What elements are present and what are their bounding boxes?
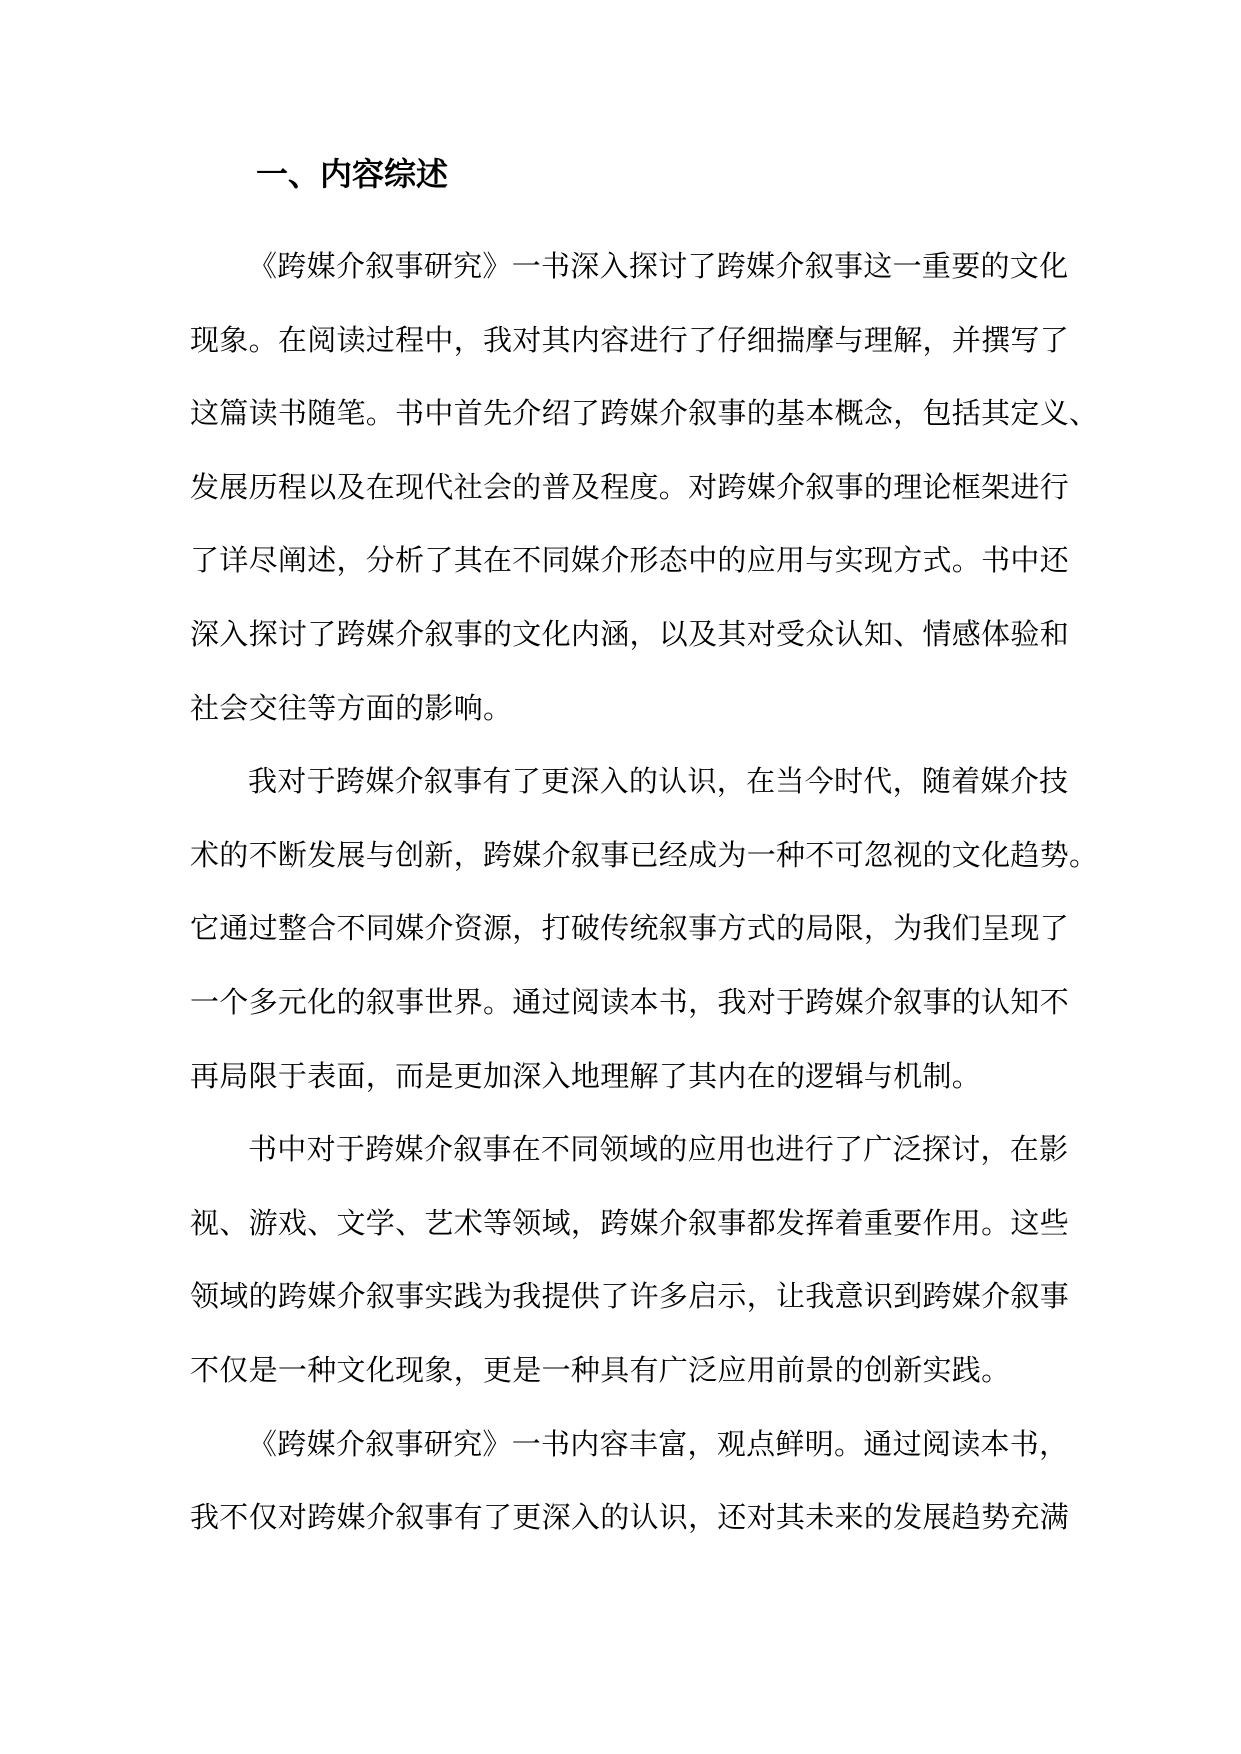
text-line: 不仅是一种文化现象，更是一种具有广泛应用前景的创新实践。 xyxy=(190,1352,1011,1387)
paragraph-first-line: 《跨媒介叙事研究》一书内容丰富，观点鲜明。通过阅读本书， xyxy=(248,1426,1069,1461)
text-line: 这篇读书随笔。书中首先介绍了跨媒介叙事的基本概念，包括其定义、 xyxy=(190,396,1099,431)
paragraph-first-line: 《跨媒介叙事研究》一书深入探讨了跨媒介叙事这一重要的文化 xyxy=(248,249,1069,283)
text-line: 术的不断发展与创新，跨媒介叙事已经成为一种不可忽视的文化趋势。 xyxy=(190,837,1099,872)
section-heading: 一、内容综述 xyxy=(256,155,449,193)
text-line: 了详尽阐述，分析了其在不同媒介形态中的应用与实现方式。书中还 xyxy=(190,543,1070,578)
text-line: 再局限于表面，而是更加深入地理解了其内在的逻辑与机制。 xyxy=(190,1058,982,1093)
text-line: 领域的跨媒介叙事实践为我提供了许多启示，让我意识到跨媒介叙事 xyxy=(190,1279,1070,1314)
text-line: 视、游戏、文学、艺术等领域，跨媒介叙事都发挥着重要作用。这些 xyxy=(190,1205,1070,1240)
text-line: 现象。在阅读过程中，我对其内容进行了仔细揣摩与理解，并撰写了 xyxy=(190,322,1070,357)
text-line: 一个多元化的叙事世界。通过阅读本书，我对于跨媒介叙事的认知不 xyxy=(190,984,1070,1019)
body-text xyxy=(190,230,1099,1555)
paragraph-first-line: 我对于跨媒介叙事有了更深入的认识，在当今时代，随着媒介技 xyxy=(248,764,1069,799)
text-line: 它通过整合不同媒介资源，打破传统叙事方式的局限，为我们呈现了 xyxy=(190,911,1070,946)
text-line: 社会交往等方面的影响。 xyxy=(190,690,513,725)
paragraph-first-line: 书中对于跨媒介叙事在不同领域的应用也进行了广泛探讨，在影 xyxy=(248,1132,1069,1167)
text-line: 我不仅对跨媒介叙事有了更深入的认识，还对其未来的发展趋势充满 xyxy=(190,1500,1070,1535)
text-line: 深入探讨了跨媒介叙事的文化内涵，以及其对受众认知、情感体验和 xyxy=(190,616,1070,651)
text-line: 发展历程以及在现代社会的普及程度。对跨媒介叙事的理论框架进行 xyxy=(190,469,1070,504)
